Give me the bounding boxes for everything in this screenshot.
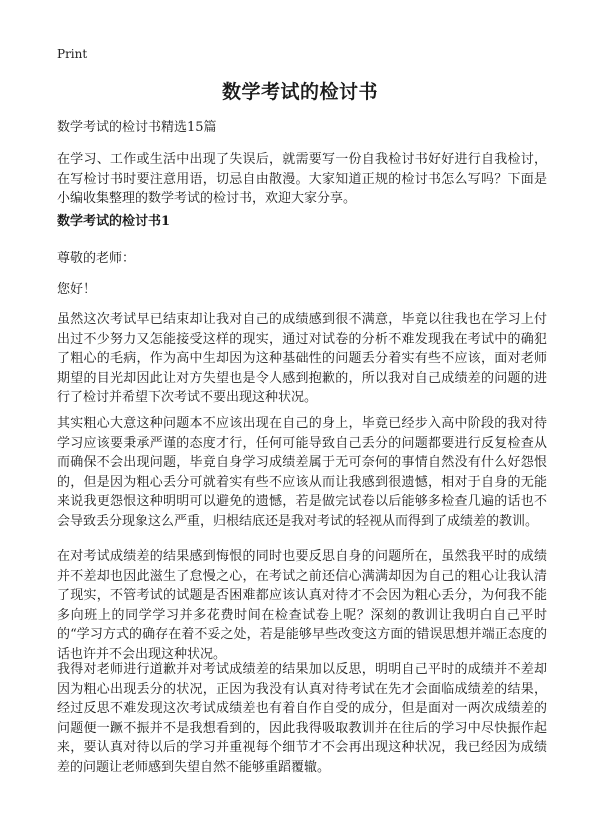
- page-title: 数学考试的检讨书: [221, 81, 378, 103]
- salutation: 尊敬的老师：: [57, 251, 136, 266]
- body-paragraph: 我得对老师进行道歉并对考试成绩差的结果加以反思，明明自己平时的成绩并不差却因为粗心出现丢分的状况，正因为我没有认真对待考试在先才会面临成绩差的结果，经过反思不难发现这次考试成绩差也有着自作自受的成分，但是面对一两次成绩差的问题便一蹶不振并不是我想看到的，因此我得吸取教训并在往后的学习中尽快振作起来，要认真对待以后的学习并重视每个细节才不会再出现这种状况，我已经因为成绩差的问题让老师感到失望自然不能够重蹈覆辙。: [57, 662, 547, 775]
- body-paragraph: 虽然这次考试早已结束却让我对自己的成绩感到很不满意，毕竟以往我也在学习上付出过不少努力又怎能接受这样的现实，通过对试卷的分析不难发现我在考试中的确犯了粗心的毛病，作为高中生却因为这种基础性的问题丢分着实有些不应该，面对老师期望的目光却因此让对方失望也是令人感到抱歉的，所以我对自己成绩差的问题的进行了检讨并希望下次考试不要出现这种状况。: [57, 312, 547, 405]
- section-heading: 数学考试的检讨书1: [57, 214, 171, 229]
- print-link[interactable]: Print: [57, 47, 88, 61]
- document-subtitle: 数学考试的检讨书精选15篇: [57, 120, 217, 135]
- intro-paragraph: 在学习、工作或生活中出现了失误后，就需要写一份自我检讨书好好进行自我检讨，在写检讨书时要注意用语，切忌自由散漫。大家知道正规的检讨书怎么写吗？下面是小编收集整理的数学考试的检讨书，欢迎大家分享。: [57, 152, 547, 206]
- body-paragraph: 在对考试成绩差的结果感到悔恨的同时也要反思自身的问题所在，虽然我平时的成绩并不差却也因此滋生了怠慢之心，在考试之前还信心满满却因为自己的粗心让我认清了现实，不管考试的试题是否困难都应该认真对待才不会因为粗心丢分，为何我不能多向班上的同学学习并多花费时间在检查试卷上呢？深刻的教训让我明白自己平时的“学习方式的确存在着不妥之处，若是能够早些改变这方面的错误思想并端正态度的话也许并不会出现这种状况。: [57, 549, 547, 662]
- greeting: 您好！: [57, 282, 97, 297]
- body-paragraph: 其实粗心大意这种问题本不应该出现在自己的身上，毕竟已经步入高中阶段的我对待学习应该要秉承严谨的态度才行，任何可能导致自己丢分的问题都要进行反复检查从而确保不会出现问题，毕竟自身学习成绩差属于无可奈何的事情自然没有什么好怨恨的，但是因为粗心丢分可就着实有些不应该从而让我感到很遗憾，相对于自身的无能来说我更怨恨这种明明可以避免的遗憾，若是做完试卷以后能够多检查几遍的话也不会导致丢分现象这么严重，归根结底还是我对考试的轻视从而得到了成绩差的教训。: [57, 416, 547, 529]
